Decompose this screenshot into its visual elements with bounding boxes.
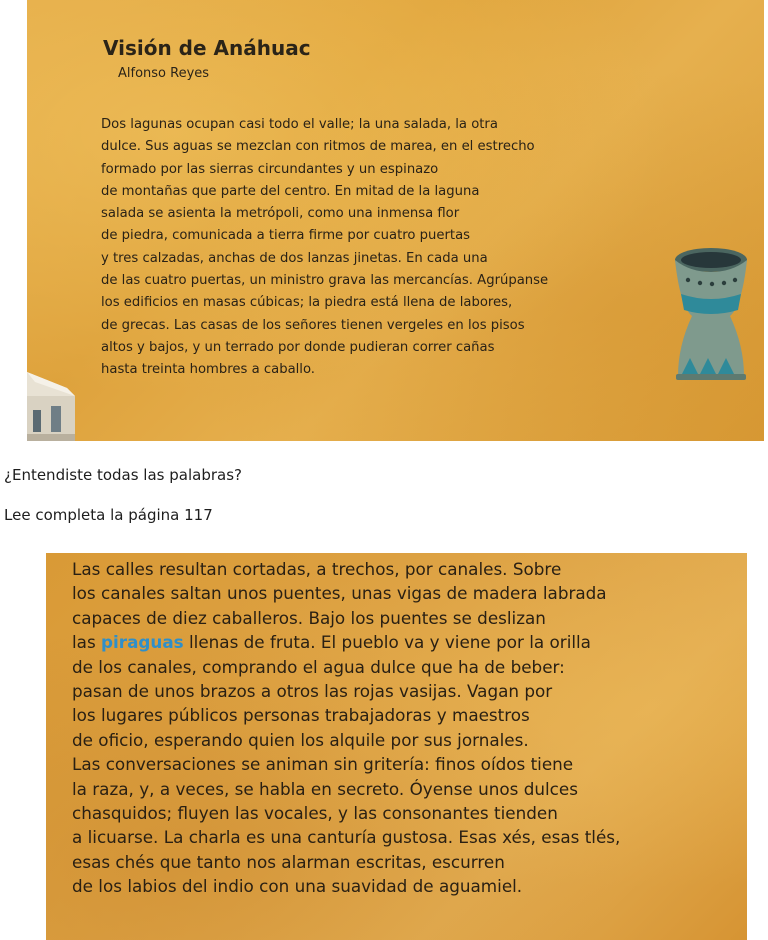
passage-line: la raza, y, a veces, se habla en secreto. Óyense unos dulces	[72, 778, 578, 799]
reading-author: Alfonso Reyes	[118, 66, 210, 81]
line-fragment: llenas de fruta. El pueblo va y viene por la orilla	[183, 632, 591, 653]
comprehension-question: ¿Entendiste todas las palabras?	[4, 466, 242, 484]
passage-line: Las calles resultan cortadas, a trechos, por canales. Sobre	[72, 559, 562, 579]
reading-passage-continued	[72, 557, 742, 899]
passage-line: hasta treinta hombres a caballo.	[101, 362, 315, 378]
passage-line: los edificios en masas cúbicas; la piedra está llena de labores,	[101, 295, 513, 311]
passage-line: formado por las sierras circundantes y un espinazo	[101, 161, 439, 177]
passage-line: de oficio, esperando quien los alquile por sus jornales.	[72, 729, 529, 750]
passage-line: Las conversaciones se animan sin gritería: finos oídos tiene	[72, 754, 574, 775]
passage-line: de piedra, comunicada a tierra firme por cuatro puertas	[101, 228, 471, 244]
passage-line	[72, 630, 742, 654]
passage-line: los canales saltan unos puentes, unas vigas de madera labrada	[72, 583, 607, 604]
line-fragment: las	[72, 632, 102, 653]
vase-illustration	[672, 246, 750, 382]
passage-line: esas chés que tanto nos alarman escritas, escurren	[72, 851, 505, 872]
reading-passage	[101, 114, 631, 382]
reading-image-vision-de-anahuac	[27, 0, 764, 441]
reading-title: Visión de Anáhuac	[103, 36, 311, 60]
passage-line: y tres calzadas, anchas de dos lanzas jinetas. En cada una	[101, 250, 488, 266]
reading-image-page-117	[46, 553, 747, 940]
passage-line: capaces de diez caballeros. Bajo los puentes se deslizan	[72, 607, 546, 628]
passage-line: de los labios del indio con una suavidad de aguamiel.	[72, 876, 523, 897]
passage-line: dulce. Sus aguas se mezclan con ritmos de marea, en el estrecho	[101, 139, 535, 155]
passage-line: chasquidos; fluyen las vocales, y las consonantes tienden	[72, 803, 558, 824]
passage-line: a licuarse. La charla es una canturía gustosa. Esas xés, esas tlés,	[72, 827, 621, 848]
reading-instruction: Lee completa la página 117	[4, 506, 213, 524]
passage-line: los lugares públicos personas trabajadoras y maestros	[72, 705, 530, 726]
passage-line: Dos lagunas ocupan casi todo el valle; la una salada, la otra	[101, 117, 498, 132]
passage-line: pasan de unos brazos a otros las rojas vasijas. Vagan por	[72, 681, 553, 702]
passage-line: altos y bajos, y un terrado por donde pudieran correr cañas	[101, 339, 495, 355]
passage-line: de los canales, comprando el agua dulce que ha de beber:	[72, 656, 565, 677]
passage-line: de las cuatro puertas, un ministro grava las mercancías. Agrúpanse	[101, 273, 549, 289]
glossary-word-piraguas: piraguas	[101, 632, 184, 653]
building-illustration	[27, 360, 75, 441]
passage-line: de grecas. Las casas de los señores tienen vergeles en los pisos	[101, 317, 525, 333]
passage-line: de montañas que parte del centro. En mitad de la laguna	[101, 183, 480, 199]
passage-line: salada se asienta la metrópoli, como una inmensa flor	[101, 206, 460, 222]
